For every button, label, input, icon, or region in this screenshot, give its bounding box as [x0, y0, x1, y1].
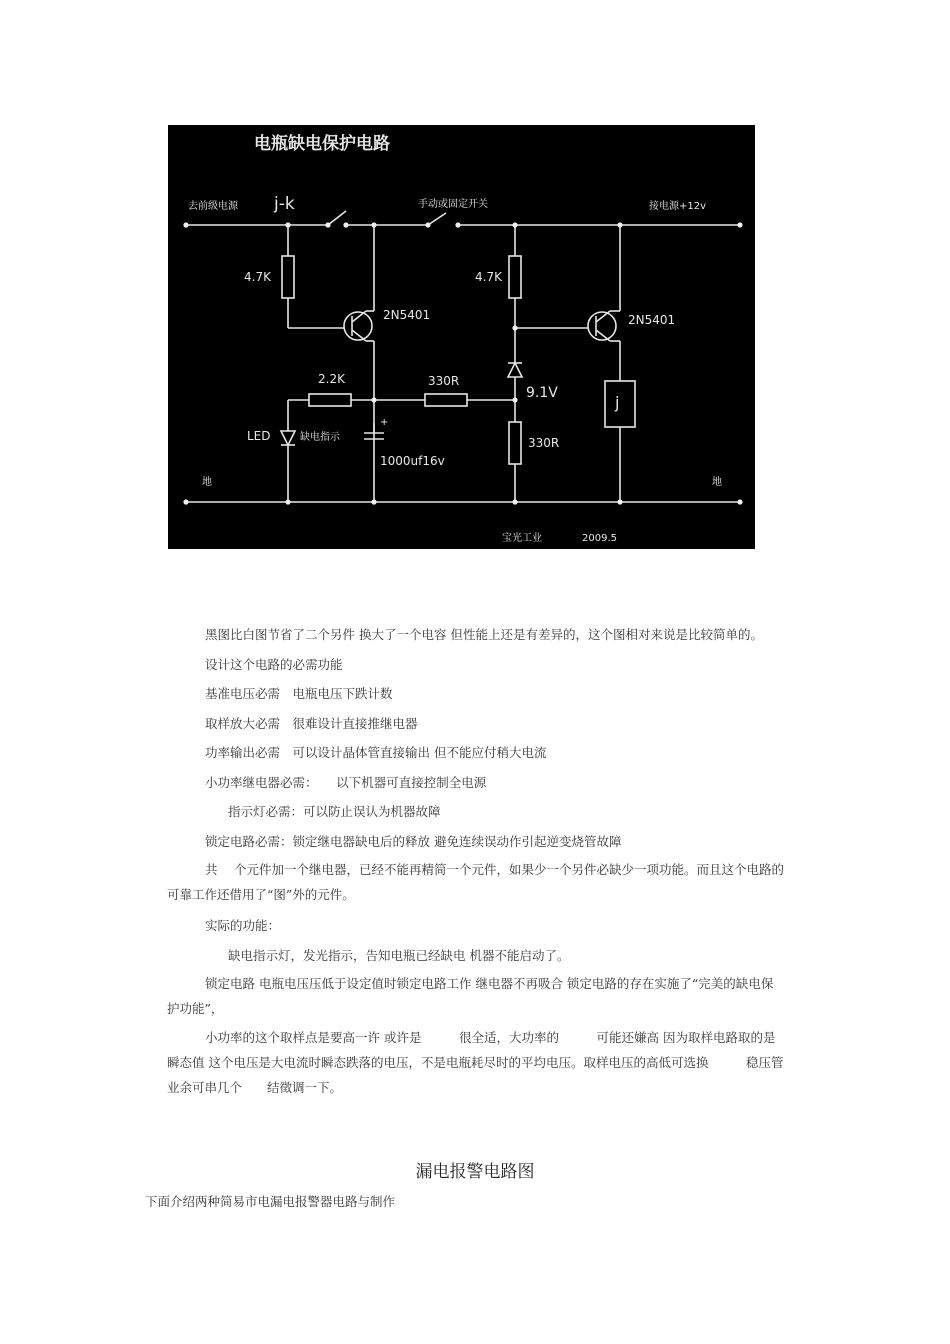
- paragraph-12: 锁定电路 电瓶电压压低于设定值时锁定电路工作 继电器不再吸合 锁定电路的存在实施了“完美的缺电保护功能”，: [167, 976, 774, 1016]
- circuit-diagram: [168, 125, 755, 549]
- label-relay: j: [615, 393, 620, 412]
- paragraph-4: 取样放大必需 很难设计直接推继电器: [205, 716, 418, 731]
- label-led: LED: [247, 429, 271, 443]
- paragraph-13: 小功率的这个取样点是要高一许 或许是 很全适，大功率的 可能还嫌高 因为取样电路取的是瞬态值 这个电压是大电流时瞬态跌落的电压，不是电瓶耗尽时的平均电压。取样电压的高低可选换 稳压管 业余可串几个 结徵调一下。: [167, 1030, 784, 1095]
- paragraph-5: 功率输出必需 可以设计晶体管直接输出 但不能应付稍大电流: [205, 745, 547, 760]
- label-led-desc: 缺电指示: [300, 432, 340, 443]
- paragraph-1: 黑图比白图节省了二个另件 换大了一个电容 但性能上还是有差异的，这个图相对来说是比较简单的。: [205, 627, 763, 642]
- circuit-title: 电瓶缺电保护电路: [254, 134, 390, 154]
- paragraph-11: 缺电指示灯，发光指示，告知电瓶已经缺电 机器不能启动了。: [228, 948, 570, 963]
- label-r5: 330R: [528, 436, 560, 450]
- label-switch: 手动或固定开关: [418, 199, 488, 210]
- paragraph-2: 设计这个电路的必需功能: [205, 657, 343, 672]
- label-maker: 宝光工业: [502, 533, 542, 544]
- paragraph-6: 小功率继电器必需： 以下机器可直接控制全电源: [205, 775, 487, 790]
- label-left-supply: 去前级电源: [188, 201, 238, 212]
- paragraph-8: 锁定电路必需：锁定继电器缺电后的释放 避免连续误动作引起逆变烧管故障: [205, 834, 622, 849]
- paragraph-10: 实际的功能：: [205, 918, 281, 933]
- circuit-schematic: [168, 125, 755, 549]
- label-r4: 330R: [428, 374, 460, 388]
- section-heading: 漏电报警电路图: [415, 1162, 535, 1182]
- paragraph-9: 共 个元件加一个继电器，已经不能再精简一个元件，如果少一个另件必缺少一项功能。而且这个电路的可靠工作还借用了“图”外的元件。: [167, 862, 784, 902]
- label-right-supply: 接电源+12v: [649, 201, 707, 212]
- paragraph-3: 基准电压必需 电瓶电压下跌计数: [205, 686, 393, 701]
- label-cap-plus: +: [380, 417, 389, 428]
- label-q2: 2N5401: [628, 313, 676, 327]
- label-jk: j-k: [274, 194, 295, 214]
- label-ground-right: 地: [712, 477, 722, 488]
- label-q1: 2N5401: [383, 308, 431, 322]
- label-cap: 1000uf16v: [380, 454, 445, 468]
- label-r1: 4.7K: [244, 270, 271, 284]
- label-ground-left: 地: [202, 477, 212, 488]
- label-zener: 9.1V: [526, 385, 558, 401]
- paragraph-7: 指示灯必需：可以防止误认为机器故障: [228, 804, 441, 819]
- label-date: 2009.5: [582, 533, 617, 544]
- label-r2: 4.7K: [475, 270, 502, 284]
- intro-text: 下面介绍两种简易市电漏电报警器电路与制作: [145, 1194, 396, 1209]
- label-r3: 2.2K: [318, 372, 345, 386]
